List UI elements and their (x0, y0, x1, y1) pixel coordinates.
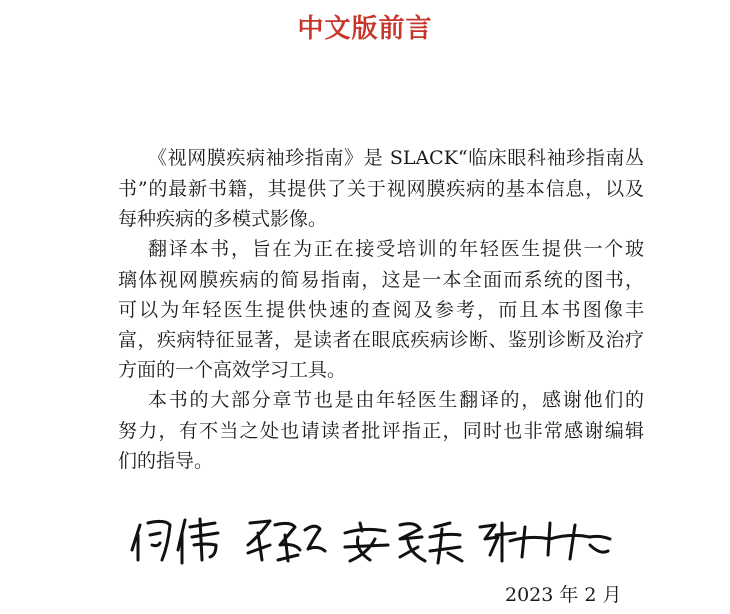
text-line: 璃体视网膜疾病的简易指南，这是一本全面而系统的图书， (118, 269, 644, 291)
text-line: 翻译本书，旨在为正在接受培训的年轻医生提供一个玻 (148, 238, 644, 260)
text-line: 可以为年轻医生提供快速的查阅及参考，而且本书图像丰 (118, 299, 644, 321)
page-title: 中文版前言 (297, 14, 433, 44)
signature-2 (248, 521, 325, 561)
date: 2023 年 2 月 (505, 584, 622, 606)
text-line: 方面的一个高效学习工具。 (118, 359, 347, 381)
text-line: 富，疾病特征显著，是读者在眼底疾病诊断、鉴别诊断及治疗 (118, 329, 644, 351)
text-line: 本书的大部分章节也是由年轻医生翻译的，感谢他们的 (148, 389, 644, 411)
signature-3 (345, 523, 462, 563)
text-line: 努力，有不当之处也请读者批评指正，同时也非常感谢编辑 (118, 420, 644, 442)
text-line: 《视网膜疾病袖珍指南》是 SLACK“临床眼科袖珍指南丛 (148, 147, 644, 169)
text-line: 每种疾病的多模式影像。 (118, 208, 328, 230)
text-line: 书”的最新书籍，其提供了关于视网膜疾病的基本信息，以及 (118, 178, 644, 200)
text-line: 们的指导。 (118, 450, 214, 472)
signature-4 (480, 523, 610, 561)
handwritten-signatures (130, 505, 630, 575)
signature-1 (132, 519, 218, 563)
